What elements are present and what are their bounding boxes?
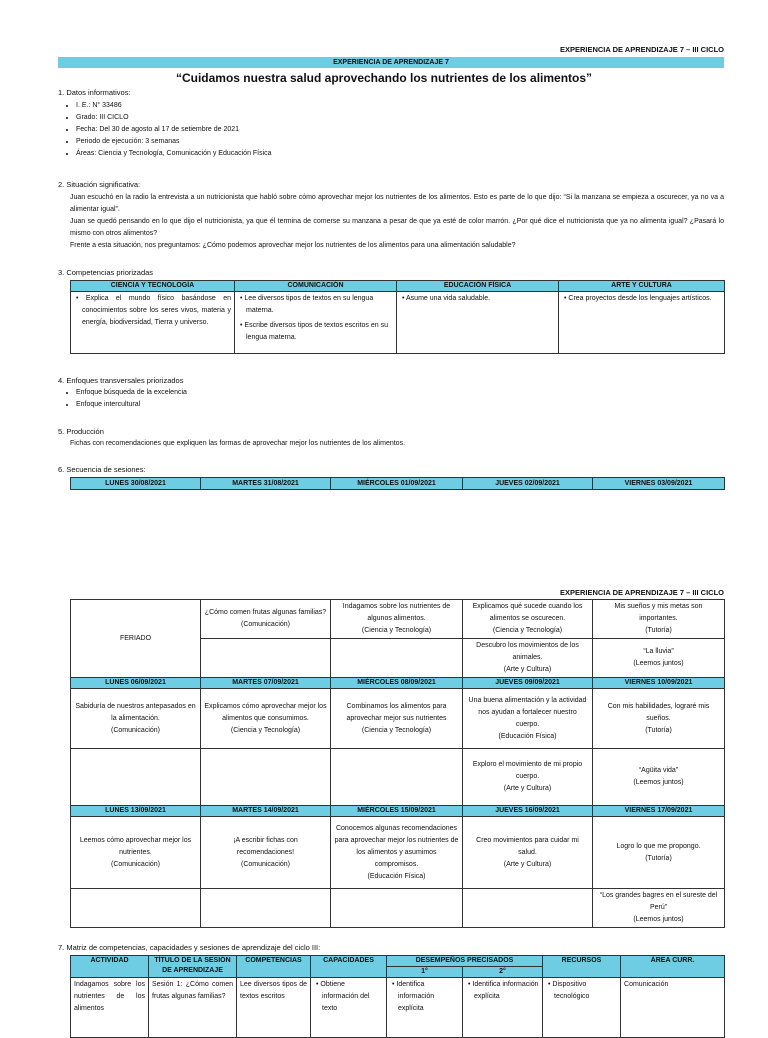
table-cell: [201, 889, 331, 928]
table-cell: Una buena alimentación y la actividad nos ayudan a fortalecer nuestro cuerpo. (Educación Física): [463, 689, 593, 749]
list-item: • I. E.: N° 33486: [76, 100, 676, 112]
experience-bar: EXPERIENCIA DE APRENDIZAJE 7: [58, 57, 724, 68]
section-5-title: 5. Producción: [58, 427, 104, 436]
table-cell: • Identifica información explícita: [392, 981, 435, 1012]
table-cell: • Crea proyectos desde los lenguajes artísticos.: [564, 295, 712, 302]
list-item: • Enfoque intercultural: [76, 399, 476, 411]
table-cell: Sabiduría de nuestros antepasados en la alimentación. (Comunicación): [71, 689, 201, 749]
day-cell: MIÉRCOLES 15/09/2021: [331, 806, 463, 817]
table-cell: • Asume una vida saludable.: [402, 295, 491, 302]
col-header: EDUCACIÓN FÍSICA: [397, 281, 559, 292]
table-cell: • Identifica información explícita: [468, 981, 539, 1000]
day-cell: MARTES 14/09/2021: [201, 806, 331, 817]
table-cell: Comunicación: [621, 978, 725, 1038]
col-header: DESEMPEÑOS PRECISADOS: [387, 956, 543, 967]
table-cell: [331, 749, 463, 806]
section-7-title: 7. Matriz de competencias, capacidades y sesiones de aprendizaje del ciclo III:: [58, 943, 321, 952]
table-cell: • Explica el mundo físico basándose en conocimientos sobre los seres vivos, materia y energía, biodiversidad, Tierra y universo.: [76, 295, 231, 326]
table-cell: Con mis habilidades, lograré mis sueños. (Tutoría): [593, 689, 725, 749]
table-cell: [331, 889, 463, 928]
table-cell: Lee diversos tipos de textos escritos: [237, 978, 311, 1038]
table-cell: “Los grandes bagres en el sureste del Perú” (Leemos juntos): [593, 889, 725, 928]
feriado-cell: FERIADO: [71, 600, 201, 678]
table-cell: Logro lo que me propongo. (Tutoría): [593, 817, 725, 889]
table-cell: [331, 639, 463, 678]
datos-list: [58, 100, 676, 160]
day-cell: MIÉRCOLES 01/09/2021: [331, 478, 463, 490]
table-cell: [463, 889, 593, 928]
day-cell: JUEVES 16/09/2021: [463, 806, 593, 817]
table-cell: • Dispositivo tecnológico: [548, 981, 590, 1000]
table-cell: Indagamos sobre los nutrientes de algunos alimentos. (Ciencia y Tecnología): [331, 600, 463, 639]
table-cell: [71, 749, 201, 806]
table-cell: Leemos cómo aprovechar mejor los nutrientes. (Comunicación): [71, 817, 201, 889]
day-cell: JUEVES 02/09/2021: [463, 478, 593, 490]
day-cell: VIERNES 17/09/2021: [593, 806, 725, 817]
col-header: TÍTULO DE LA SESIÓN DE APRENDIZAJE: [149, 956, 237, 978]
table-cell: Indagamos sobre los nutrientes de los alimentos: [71, 978, 149, 1038]
day-cell: LUNES 13/09/2021: [71, 806, 201, 817]
section-3-title: 3. Competencias priorizadas: [58, 268, 154, 277]
col-header: CIENCIA Y TECNOLOGÍA: [71, 281, 235, 292]
table-cell: Sesión 1: ¿Cómo comen frutas algunas familias?: [149, 978, 237, 1038]
day-cell: MIÉRCOLES 08/09/2021: [331, 678, 463, 689]
table-cell: Conocemos algunas recomendaciones para aprovechar mejor los nutrientes de los alimentos y asumimos compromisos. (Educación Física): [331, 817, 463, 889]
day-cell: MARTES 07/09/2021: [201, 678, 331, 689]
day-cell: LUNES 30/08/2021: [71, 478, 201, 490]
situation-paragraph-1: Juan escuchó en la radio la entrevista a un nutricionista que habló sobre cómo aprovechar mejor los nutrientes de los alimentos. Esto es parte de lo que dijo: “Si la manzana se empieza a oscurecer, ya no va a alimentar igual”.: [70, 194, 724, 213]
situation-paragraph-2: Juan se quedó pensando en lo que dijo el nutricionista, ya que él termina de comerse su manzana a pesar de que ya esté de color marrón. ¿Por qué dice el nutricionista que ya no alimenta igual? ¿Pasará lo mismo con otros alimentos?: [70, 218, 724, 237]
day-cell: LUNES 06/09/2021: [71, 678, 201, 689]
list-item: • Periodo de ejecución: 3 semanas: [76, 136, 676, 148]
table-cell: Explicamos qué sucede cuando los alimentos se oscurecen. (Ciencia y Tecnología): [463, 600, 593, 639]
page-header: EXPERIENCIA DE APRENDIZAJE 7 – III CICLO: [559, 588, 724, 597]
col-header: CAPACIDADES: [311, 956, 387, 978]
main-title: “Cuidamos nuestra salud aprovechando los nutrientes de los alimentos”: [175, 71, 593, 85]
col-header: ÁREA CURR.: [621, 956, 725, 978]
sessions-day-header: [70, 477, 725, 490]
table-cell: Exploro el movimiento de mi propio cuerpo. (Arte y Cultura): [463, 749, 593, 806]
day-cell: VIERNES 03/09/2021: [593, 478, 725, 490]
table-cell: “La lluvia” (Leemos juntos): [593, 639, 725, 678]
list-item: • Áreas: Ciencia y Tecnología, Comunicación y Educación Física: [76, 148, 676, 160]
table-cell: Combinamos los alimentos para aprovechar mejor sus nutrientes (Ciencia y Tecnología): [331, 689, 463, 749]
col-subheader: 2°: [463, 967, 543, 978]
section-6-title: 6. Secuencia de sesiones:: [58, 465, 146, 474]
table-cell: “Agüita vida” (Leemos juntos): [593, 749, 725, 806]
table-cell: • Escribe diversos tipos de textos escritos en su lengua materna.: [240, 322, 388, 341]
sessions-table: [70, 599, 725, 928]
day-cell: MARTES 31/08/2021: [201, 478, 331, 490]
col-header: COMUNICACIÓN: [235, 281, 397, 292]
section-2-title: 2. Situación significativa:: [58, 180, 141, 189]
table-cell: ¿Cómo comen frutas algunas familias? (Comunicación): [201, 600, 331, 639]
col-header: RECURSOS: [543, 956, 621, 978]
section-4-title: 4. Enfoques transversales priorizados: [58, 376, 184, 385]
section-1-title: 1. Datos informativos:: [58, 88, 131, 97]
table-cell: Creo movimientos para cuidar mi salud. (Arte y Cultura): [463, 817, 593, 889]
list-item: • Fecha: Del 30 de agosto al 17 de setiembre de 2021: [76, 124, 676, 136]
situation-paragraph-3: Frente a esta situación, nos preguntamos: ¿Cómo podemos aprovechar mejor los nutrientes de los alimentos para una alimentación saludable?: [70, 242, 516, 249]
table-cell: Descubro los movimientos de los animales. (Arte y Cultura): [463, 639, 593, 678]
col-header: ARTE Y CULTURA: [559, 281, 725, 292]
table-cell: • Obtiene información del texto: [316, 981, 370, 1012]
table-cell: [71, 889, 201, 928]
page-header: EXPERIENCIA DE APRENDIZAJE 7 – III CICLO: [559, 45, 724, 54]
day-cell: VIERNES 10/09/2021: [593, 678, 725, 689]
produccion-text: Fichas con recomendaciones que expliquen las formas de aprovechar mejor los nutrientes de los alimentos.: [70, 440, 406, 447]
list-item: • Enfoque búsqueda de la excelencia: [76, 387, 476, 399]
table-cell: [201, 639, 331, 678]
col-header: ACTIVIDAD: [71, 956, 149, 978]
enfoques-list: [58, 387, 476, 411]
col-header: COMPETENCIAS: [237, 956, 311, 978]
table-cell: Explicamos cómo aprovechar mejor los alimentos que consumimos. (Ciencia y Tecnología): [201, 689, 331, 749]
table-cell: ¡A escribir fichas con recomendaciones! (Comunicación): [201, 817, 331, 889]
table-cell: • Lee diversos tipos de textos en su lengua materna.: [240, 295, 374, 314]
table-cell: Mis sueños y mis metas son importantes. (Tutoría): [593, 600, 725, 639]
list-item: • Grado: III CICLO: [76, 112, 676, 124]
competencias-table: [70, 280, 725, 354]
matriz-table: [70, 955, 725, 1038]
day-cell: JUEVES 09/09/2021: [463, 678, 593, 689]
col-subheader: 1°: [387, 967, 463, 978]
table-cell: [201, 749, 331, 806]
